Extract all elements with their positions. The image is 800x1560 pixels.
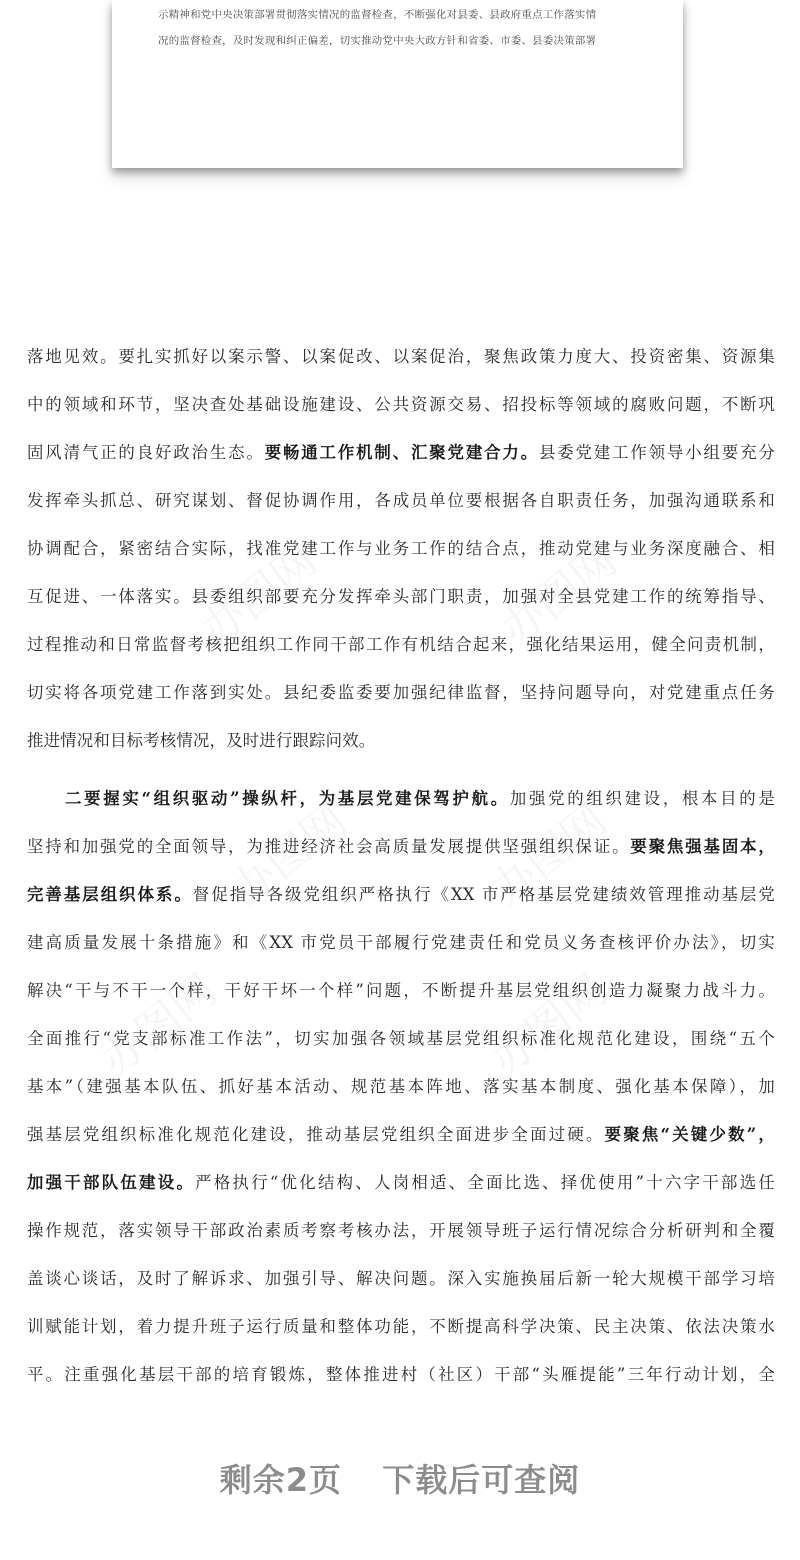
watermark: 办图网	[491, 534, 627, 657]
download-to-view-label: 下载后可查阅	[382, 1461, 581, 1499]
text-line	[27, 429, 775, 477]
preview-text-line: 示精神和党中央决策部署贯彻落实情况的监督检查，不断强化对县委、县政府重点工作落实情	[158, 9, 597, 21]
paragraph-2	[27, 775, 775, 1399]
text-line: 盖谈心谈话，及时了解诉求、加强引导、解决问题。深入实施换届后新一轮大规模干部学习培	[27, 1269, 775, 1288]
text-run: 强基层党组织标准化规范化建设，推动基层党组织全面进步全面过硬。	[27, 1125, 605, 1144]
download-prompt-button[interactable]	[0, 1455, 800, 1501]
text-run: 固风清气正的良好政治生态。	[27, 443, 265, 462]
text-run: 督促指导各级党组织严格执行《XX 市严格基层党建绩效管理推动基层党	[192, 885, 775, 904]
text-line: 互促进、一体落实。县委组织部要充分发挥牵头部门职责，加强对全县党建工作的统筹指导、	[27, 587, 775, 606]
text-run: 县委党建工作领导小组要充分	[538, 443, 775, 462]
preview-text-line: 况的监督检查，及时发现和纠正偏差，切实推动党中央大政方针和省委、市委、县委决策部署	[158, 35, 597, 47]
watermark: 办图网	[91, 964, 227, 1087]
text-line	[27, 1159, 775, 1207]
text-line: 过程推动和日常监督考核把组织工作同干部工作有机结合起来，强化结果运用，健全问责机制，	[27, 635, 775, 654]
bold-heading: 完善基层组织体系。	[27, 885, 193, 904]
text-line: 发挥牵头抓总、研究谋划、督促协调作用，各成员单位要根据各自职责任务，加强沟通联系和	[27, 491, 775, 510]
text-line: 协调配合，紧密结合实际，找准党建工作与业务工作的结合点，推动党建与业务深度融合、相	[27, 539, 775, 558]
bold-heading: 要聚焦强基固本，	[630, 837, 775, 856]
text-line	[27, 871, 775, 919]
text-line: 推进情况和目标考核情况，及时进行跟踪问效。	[27, 731, 376, 750]
watermark: 办图网	[481, 794, 617, 917]
text-line: 落地见效。要扎实抓好以案示警、以案促改、以案促治，聚焦政策力度大、投资密集、资源集	[27, 347, 775, 366]
watermark: 办图网	[481, 964, 617, 1087]
text-line	[27, 823, 775, 871]
bold-heading: 要畅通工作机制、汇聚党建合力。	[264, 443, 539, 462]
text-line: 训赋能计划，着力提升班子运行质量和整体功能，不断提高科学决策、民主决策、依法决策水	[27, 1317, 775, 1336]
text-line: 建高质量发展十条措施》和《XX 市党员干部履行党建责任和党员义务查核评价办法》，切实	[27, 933, 775, 952]
watermark: 办图网	[221, 794, 357, 917]
page-preview-card	[112, 0, 683, 168]
watermark: 办图网	[191, 534, 327, 657]
text-line: 全面推行“党支部标准工作法”，切实加强各领域基层党组织标准化规范化建设，围绕“五个	[27, 1029, 775, 1048]
text-line: 切实将各项党建工作落到实处。县纪委监委要加强纪律监督，坚持问题导向，对党建重点任务	[27, 683, 775, 702]
document-body	[27, 333, 775, 1399]
text-line	[27, 775, 775, 823]
text-line: 解决“干与不干一个样，干好干坏一个样”问题，不断提升基层党组织创造力凝聚力战斗力。	[27, 981, 775, 1000]
bold-heading: 要聚焦“关键少数”，	[604, 1125, 776, 1144]
text-run: 坚持和加强党的全面领导，为推进经济社会高质量发展提供坚强组织保证。	[27, 837, 631, 856]
text-line	[27, 1111, 775, 1159]
text-line: 基本”（建强基本队伍、抓好基本活动、规范基本阵地、落实基本制度、强化基本保障），加	[27, 1077, 775, 1096]
text-line: 操作规范，落实领导干部政治素质考察考核办法，开展领导班子运行情况综合分析研判和全覆	[27, 1221, 775, 1240]
bold-heading: 加强干部队伍建设。	[27, 1173, 196, 1192]
remaining-pages-label: 剩余2页	[219, 1461, 343, 1499]
bold-heading: 二要握实“组织驱动”操纵杆，为基层党建保驾护航。	[65, 789, 510, 808]
text-run: 严格执行“优化结构、人岗相适、全面比选、择优使用”十六字干部选任	[195, 1173, 775, 1192]
text-run: 加强党的组织建设，根本目的是	[509, 789, 775, 808]
paragraph-1	[27, 333, 775, 765]
text-line: 平。注重强化基层干部的培育锻炼，整体推进村（社区）干部“头雁提能”三年行动计划，全	[27, 1365, 775, 1384]
text-line: 中的领域和环节，坚决查处基础设施建设、公共资源交易、招投标等领域的腐败问题，不断巩	[27, 395, 775, 414]
